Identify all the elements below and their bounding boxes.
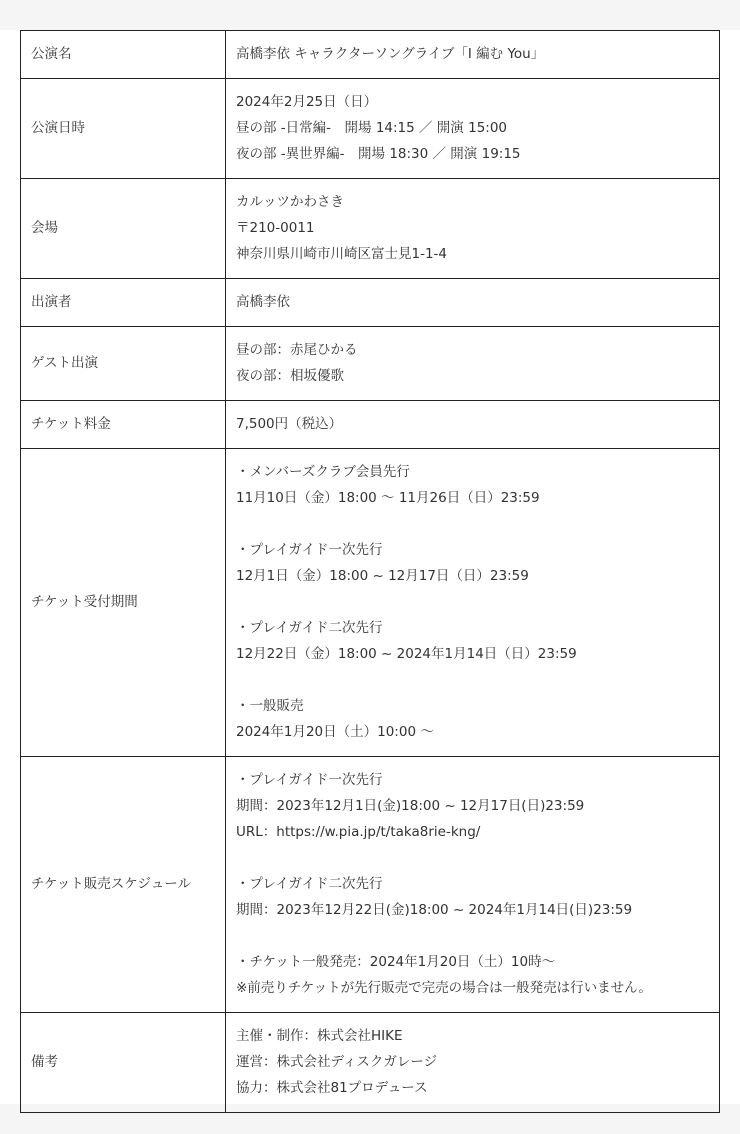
value-line: 高橋李依: [236, 294, 290, 310]
value-line: [236, 511, 709, 537]
value-line: [236, 667, 709, 693]
table-row: [21, 401, 720, 449]
event-info-table: [20, 30, 720, 1113]
row-value: [226, 401, 720, 449]
row-value: [226, 757, 720, 1013]
row-value: [226, 449, 720, 757]
value-line: 期間：2023年12月22日(金)18:00 ~ 2024年1月14日(日)23:59: [236, 902, 633, 918]
row-label: 出演者: [21, 279, 226, 327]
value-line: 協力：株式会社81プロデュース: [236, 1080, 428, 1096]
value-line: 神奈川県川崎市川崎区富士見1-1-4: [236, 246, 448, 262]
value-line: ・プレイガイド二次先行: [236, 620, 383, 636]
table-row: [21, 279, 720, 327]
row-label: 会場: [21, 179, 226, 279]
value-line[interactable]: URL：https://w.pia.jp/t/taka8rie-kng/: [236, 824, 481, 840]
value-line: [236, 845, 709, 871]
row-label: 公演名: [21, 31, 226, 79]
table-row: [21, 327, 720, 401]
value-line: 7,500円（税込）: [236, 416, 343, 432]
value-line: 12月22日（金）18:00 ~ 2024年1月14日（日）23:59: [236, 646, 577, 662]
row-value: [226, 327, 720, 401]
value-line: [236, 589, 709, 615]
value-line: 2024年1月20日（土）10:00 〜: [236, 724, 434, 740]
value-line: ※前売りチケットが先行販売で完売の場合は一般発売は行いません。: [236, 980, 652, 996]
table-row: [21, 757, 720, 1013]
value-line: [236, 923, 709, 949]
row-label: 備考: [21, 1013, 226, 1113]
row-value: [226, 79, 720, 179]
value-line: 11月10日（金）18:00 〜 11月26日（日）23:59: [236, 490, 540, 506]
row-label: チケット販売スケジュール: [21, 757, 226, 1013]
value-line: ・メンバーズクラブ会員先行: [236, 464, 410, 480]
value-line: 夜の部：相坂優歌: [236, 368, 344, 384]
row-label: チケット受付期間: [21, 449, 226, 757]
row-value: [226, 279, 720, 327]
table-row: [21, 79, 720, 179]
row-label: チケット料金: [21, 401, 226, 449]
row-value: [226, 179, 720, 279]
value-line: ・プレイガイド二次先行: [236, 876, 383, 892]
value-line: 12月1日（金）18:00 ~ 12月17日（日）23:59: [236, 568, 529, 584]
value-line: 運営：株式会社ディスクガレージ: [236, 1054, 438, 1070]
value-line: 昼の部：赤尾ひかる: [236, 342, 358, 358]
table-row: [21, 449, 720, 757]
row-label: ゲスト出演: [21, 327, 226, 401]
value-line: 主催・制作：株式会社HIKE: [236, 1028, 403, 1044]
row-value: [226, 1013, 720, 1113]
table-row: [21, 179, 720, 279]
value-line: 〒210-0011: [236, 220, 315, 236]
value-line: 2024年2月25日（日）: [236, 94, 378, 110]
value-line: 高橋李依 キャラクターソングライブ「I 編む You」: [236, 46, 545, 62]
value-line: ・一般販売: [236, 698, 304, 714]
value-line: カルッツかわさき: [236, 194, 344, 210]
table-row: [21, 31, 720, 79]
value-line: 昼の部 -日常編- 開場 14:15 ／ 開演 15:00: [236, 120, 508, 136]
table-row: [21, 1013, 720, 1113]
value-line: ・プレイガイド一次先行: [236, 772, 383, 788]
row-value: [226, 31, 720, 79]
value-line: 期間：2023年12月1日(金)18:00 ~ 12月17日(日)23:59: [236, 798, 585, 814]
page: [0, 30, 740, 1104]
row-label: 公演日時: [21, 79, 226, 179]
value-line: 夜の部 -異世界編- 開場 18:30 ／ 開演 19:15: [236, 146, 521, 162]
value-line: ・プレイガイド一次先行: [236, 542, 383, 558]
value-line: ・チケット一般発売：2024年1月20日（土）10時〜: [236, 954, 556, 970]
